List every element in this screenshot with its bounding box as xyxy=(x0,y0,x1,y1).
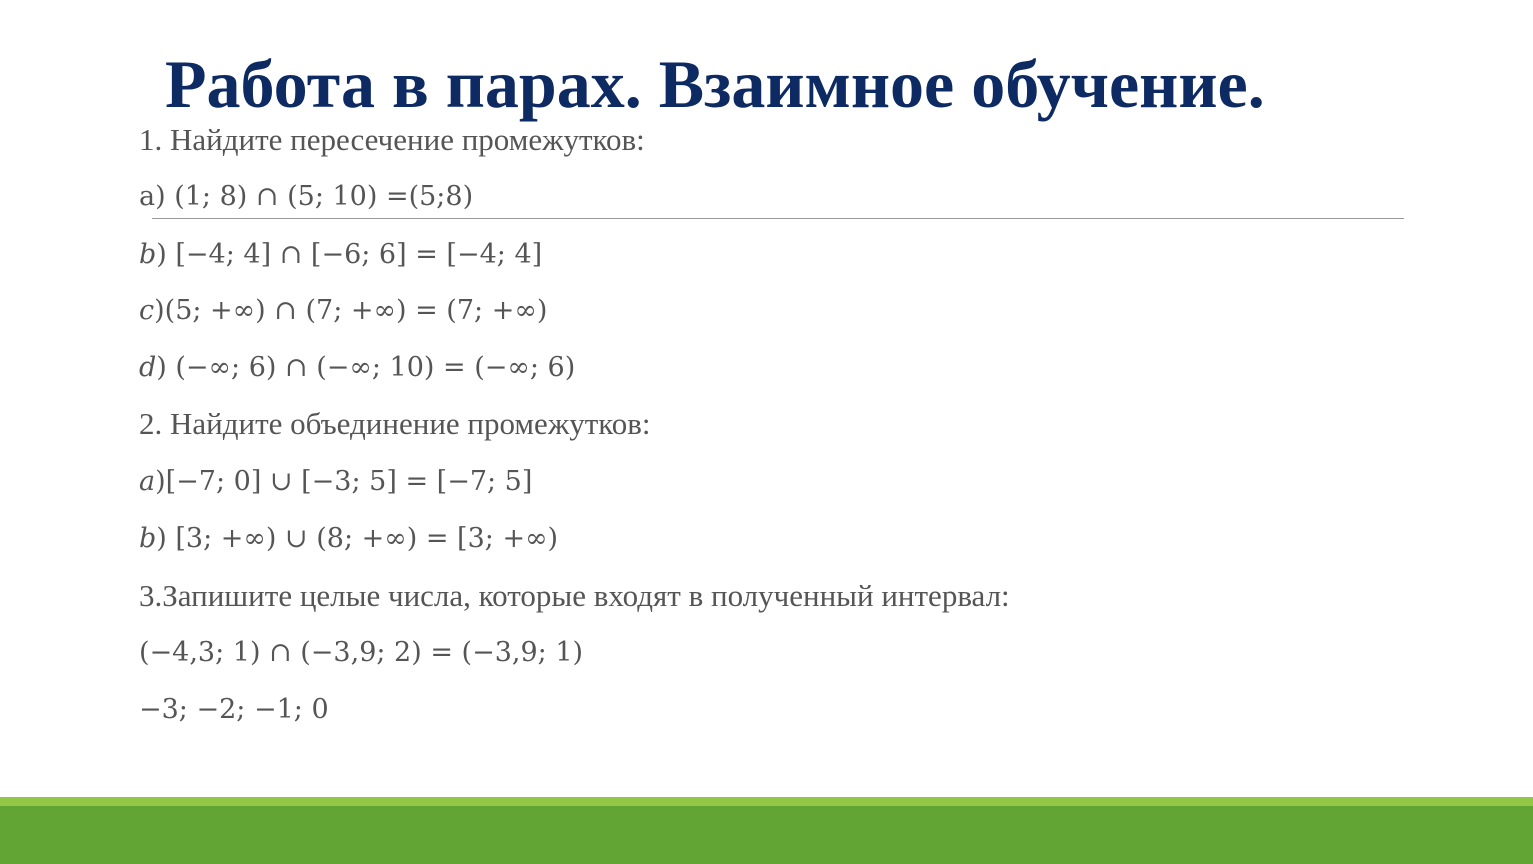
task-1-heading: 1. Найдите пересечение промежутков: xyxy=(139,122,645,157)
task-3-answer: −3; −2; −1; 0 xyxy=(139,694,329,725)
task-2-heading: 2. Найдите объединение промежутков: xyxy=(139,406,651,441)
footer-bar xyxy=(0,806,1533,864)
slide-title: Работа в парах. Взаимное обучение. xyxy=(165,46,1265,122)
divider-line xyxy=(152,218,1404,219)
task-1c: 𝑐)(5; +∞) ∩ (7; +∞) = (7; +∞) xyxy=(139,295,548,326)
task-3-heading: 3.Запишите целые числа, которые входят в полученный интервал: xyxy=(139,578,1010,613)
task-1a: а) (1; 8) ∩ (5; 10) =(5;8) xyxy=(139,181,474,212)
task-2a: 𝑎)[−7; 0] ∪ [−3; 5] = [−7; 5] xyxy=(139,466,533,497)
task-2b: 𝑏) [3; +∞) ∪ (8; +∞) = [3; +∞) xyxy=(139,523,559,554)
footer-accent-bar xyxy=(0,797,1533,806)
task-1d: 𝑑) (−∞; 6) ∩ (−∞; 10) = (−∞; 6) xyxy=(139,352,576,383)
task-3-expression: (−4,3; 1) ∩ (−3,9; 2) = (−3,9; 1) xyxy=(139,637,584,668)
task-1b: 𝑏) [−4; 4] ∩ [−6; 6] = [−4; 4] xyxy=(139,239,543,270)
